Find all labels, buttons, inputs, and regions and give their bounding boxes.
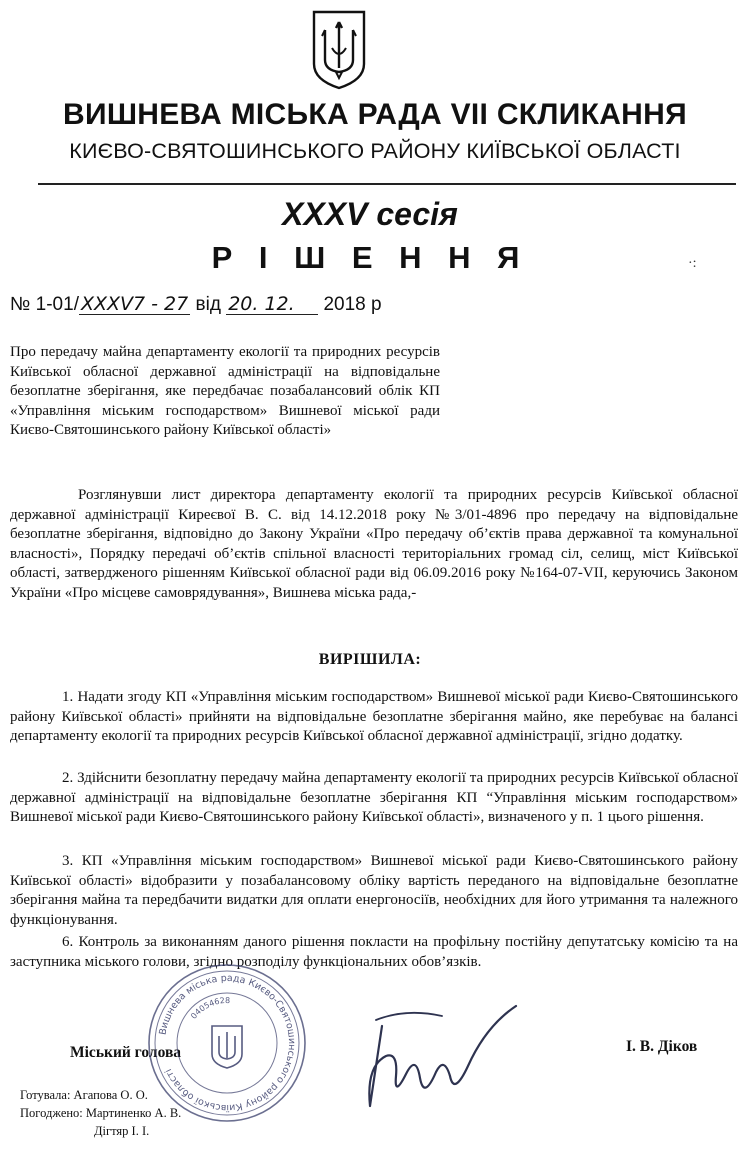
official-round-seal-icon [146, 962, 308, 1124]
approved-by-second: Дігтяр І. І. [94, 1124, 150, 1138]
signatory-title: Міський голова [70, 1044, 182, 1061]
number-prefix: № 1-01/ [10, 294, 79, 315]
decision-item: 1. Надати згоду КП «Управління міським господарством» Вишневої міської ради Києво-Святошинського району Київської області» прийняти на відповідальне безоплатне зберігання майно, яке перебуває на балансі департаменту екології та природних ресурсів Київської обласної державної адміністрації, згідно додатку. [10, 689, 738, 744]
decision-item: 6. Контроль за виконанням даного рішення покласти на профільну постійну депутатську комісію та на заступника міського голови, згідно розподілу функціональних обов’язків. [10, 934, 738, 970]
decision-item: 2. Здійснити безоплатну передачу майна департаменту екології та природних ресурсів Київської обласної державної адміністрації на відповідальне безоплатне зберігання КП “Управління міським господарством» Вишневої міської ради Києво-Святошинського району Київської області», визначеного у п. 1 цього рішення. [10, 770, 738, 825]
trident-coat-of-arms-icon [310, 8, 368, 90]
session-title: XXXV сесія [282, 196, 458, 232]
district-subtitle: КИЄВО-СВЯТОШИНСЬКОГО РАЙОНУ КИЇВСЬКОЇ ОБЛАСТІ [69, 139, 681, 163]
date-from-label: від [195, 294, 221, 315]
handwritten-number: XXXV7 - 27 [80, 293, 189, 315]
svg-text:Вишнева міська рада Києво-Свят: Вишнева міська рада Києво-Святошинського району Київської області [157, 972, 298, 1114]
decision-subject: Про передачу майна департаменту екології та природних ресурсів Київської обласної державної адміністрації на відповідальне безоплатне зберігання, яке передбачає позабалансовий облік КП «Управління міським господарством» Вишневої міської ради Києво-Святошинського району Київської області» [10, 344, 440, 438]
handwritten-date: 20. 12. [226, 294, 318, 315]
scan-speck: ·: [688, 256, 697, 271]
signatory-name: І. В. Діков [626, 1038, 698, 1055]
decision-year: 2018 р [323, 294, 382, 315]
resolved-heading: ВИРІШИЛА: [318, 651, 422, 668]
svg-text:04054628: 04054628 [189, 995, 231, 1021]
preamble-paragraph: Розглянувши лист директора департаменту екології та природних ресурсів Київської обласної державної адміністрації Киреєвої В. С. від 14.12.2018 року №3/01-4896 про передачу на відповідальне безоплатне зберігання, відповідно до Закону України «Про передачу об’єктів права державної та комунальної власності», Порядку передачі об’єктів спільної власності територіальних громад сіл, селищ, міст Київської області, затвердженого рішенням Київської обласної ради від 06.09.2016 року №164-07-VII, керуючись Законом України «Про місцеве самоврядування», Вишнева міська рада,- [10, 487, 738, 601]
council-title: ВИШНЕВА МІСЬКА РАДА VII СКЛИКАННЯ [63, 98, 687, 131]
decision-item: 3. КП «Управління міським господарством» Вишневої міської ради Києво-Святошинського району Київської області» відобразити у позабалансовому обліку вартість переданого на відповідальне безоплатне зберігання майна та передбачити видатки для оплати енергоносіїв, необхідних для його утримання та належного функціонування. [10, 853, 738, 928]
header-divider [38, 183, 736, 185]
approved-by: Погоджено: Мартиненко А. В. [20, 1106, 182, 1120]
document-type-heading: Р І Ш Е Н Н Я [211, 240, 529, 275]
handwritten-signature-icon [346, 996, 566, 1126]
prepared-by: Готувала: Агапова О. О. [20, 1088, 148, 1102]
decision-number-line [10, 294, 382, 316]
